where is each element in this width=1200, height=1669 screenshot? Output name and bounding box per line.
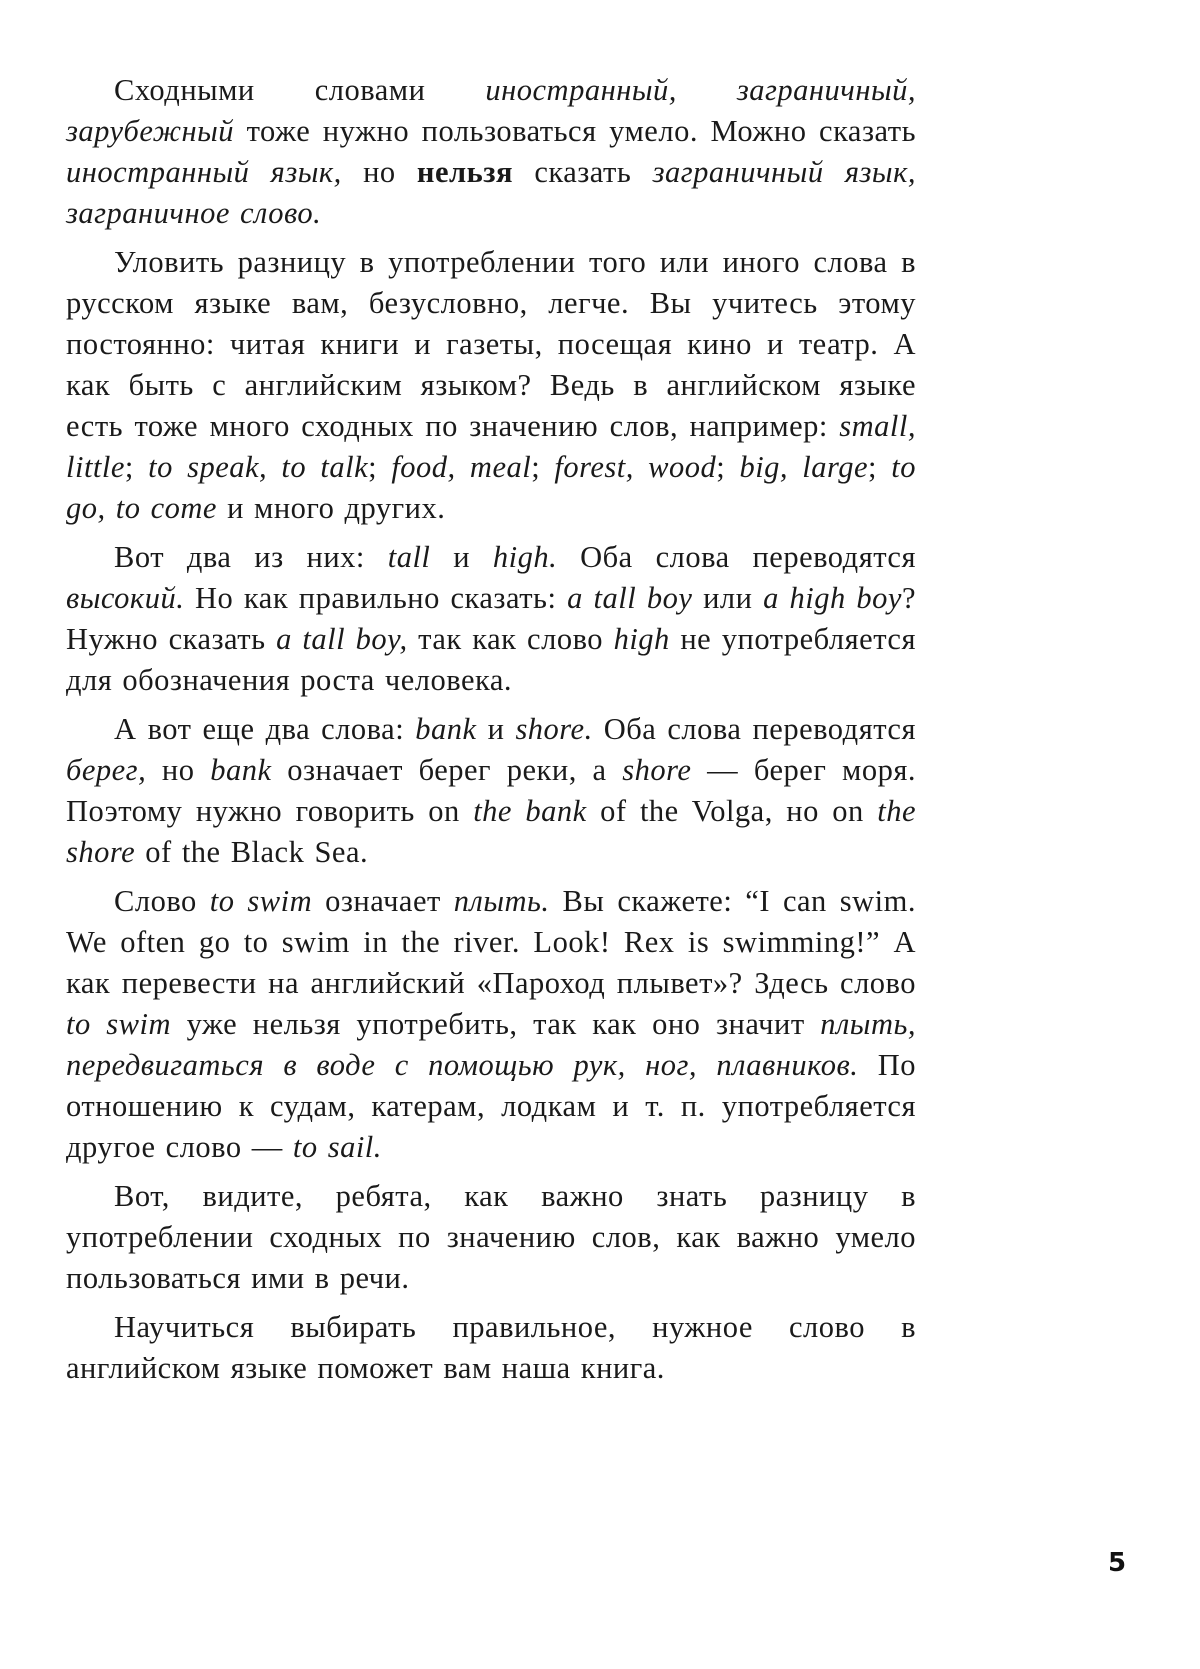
italic-text: forest, wood <box>554 450 717 484</box>
text-segment: Вы скажете: “I can swim. We often go to swim in the river. Look! Rex is swimming!” А как перевести на английский «Пароход плывет»? Здесь слово <box>66 884 916 1000</box>
text-segment: А вот еще два слова: <box>114 712 416 746</box>
text-segment: тоже нужно пользоваться умело. Можно сказать <box>234 114 916 148</box>
text-segment: но <box>341 155 417 189</box>
italic-text: to speak, to talk <box>148 450 369 484</box>
italic-text: tall <box>387 540 431 574</box>
text-segment: и <box>476 712 516 746</box>
paragraph <box>66 709 916 873</box>
italic-text: to swim <box>209 884 313 918</box>
text-segment: ; <box>368 450 392 484</box>
body-text <box>66 70 916 1397</box>
italic-text: a tall boy <box>567 581 693 615</box>
italic-text: высокий. <box>66 581 185 615</box>
text-segment: Вот два из них: <box>114 540 388 574</box>
italic-text: shore <box>622 753 692 787</box>
text-segment: ; <box>716 450 740 484</box>
italic-text: плыть, передвигаться в воде с помощью рук, ног, плавников. <box>66 1007 916 1082</box>
text-segment: ; <box>868 450 892 484</box>
text-segment: и <box>430 540 493 574</box>
bold-text: нельзя <box>416 155 514 189</box>
paragraph <box>66 242 916 529</box>
text-segment: Сходными словами <box>114 73 486 107</box>
italic-text: bank <box>210 753 272 787</box>
italic-text: the shore <box>66 794 916 869</box>
italic-text: заграничный язык, заграничное слово. <box>66 155 916 230</box>
text-segment: ; <box>124 450 149 484</box>
italic-text: иностранный, заграничный, зарубежный <box>66 73 916 148</box>
text-segment: так как слово <box>407 622 614 656</box>
italic-text: high <box>613 622 670 656</box>
italic-text: to go, to come <box>66 450 916 525</box>
italic-text: the bank <box>473 794 587 828</box>
italic-text: a tall boy, <box>276 622 408 656</box>
text-segment: ; <box>531 450 555 484</box>
text-segment: означает <box>312 884 454 918</box>
text-segment: или <box>692 581 764 615</box>
italic-text: big, large <box>739 450 869 484</box>
paragraph <box>66 881 916 1168</box>
text-segment: Оба слова переводятся <box>592 712 916 746</box>
paragraph <box>66 1307 916 1389</box>
italic-text: to sail. <box>292 1130 382 1164</box>
text-segment: сказать <box>513 155 653 189</box>
text-segment: но <box>146 753 211 787</box>
paragraph <box>66 70 916 234</box>
text-segment: уже нельзя употребить, так как оно значит <box>171 1007 821 1041</box>
italic-text: bank <box>415 712 477 746</box>
paragraph <box>66 537 916 701</box>
text-segment: of the Volga, но on <box>586 794 878 828</box>
italic-text: high. <box>492 540 558 574</box>
text-segment: of the Black Sea. <box>135 835 369 869</box>
italic-text: shore. <box>515 712 593 746</box>
text-segment: Оба слова переводятся <box>557 540 916 574</box>
italic-text: берег, <box>66 753 147 787</box>
text-segment: не употребляется для обозначения роста человека. <box>66 622 916 697</box>
text-segment: По отношению к судам, катерам, лодкам и т. п. употребляется другое слово — <box>66 1048 916 1164</box>
text-segment: Но как правильно сказать: <box>184 581 568 615</box>
page-number: 5 <box>1108 1548 1127 1578</box>
text-segment: Уловить разницу в употреблении того или иного слова в русском языке вам, безусловно, легче. Вы учитесь этому постоянно: читая книги и газеты, посещая кино и театр. А как быть с английским языком? Ведь в английском языке есть тоже много сходных по значению слов, например: <box>66 245 916 443</box>
text-segment: означает берег реки, а <box>271 753 623 787</box>
italic-text: a high boy <box>763 581 902 615</box>
text-segment: Научиться выбирать правильное, нужное слово в английском языке поможет вам наша книга. <box>66 1310 916 1385</box>
text-segment: Слово <box>114 884 210 918</box>
italic-text: small, little <box>66 409 916 484</box>
italic-text: to swim <box>66 1007 172 1041</box>
italic-text: плыть. <box>453 884 550 918</box>
text-segment: ? Нужно сказать <box>66 581 916 656</box>
paragraph <box>66 1176 916 1299</box>
italic-text: food, meal <box>391 450 532 484</box>
text-segment: и много других. <box>216 491 446 525</box>
text-segment: Вот, видите, ребята, как важно знать разницу в употреблении сходных по значению слов, как важно умело пользоваться ими в речи. <box>66 1179 916 1295</box>
text-segment: — берег моря. Поэтому нужно говорить on <box>66 753 916 828</box>
italic-text: иностранный язык, <box>66 155 342 189</box>
